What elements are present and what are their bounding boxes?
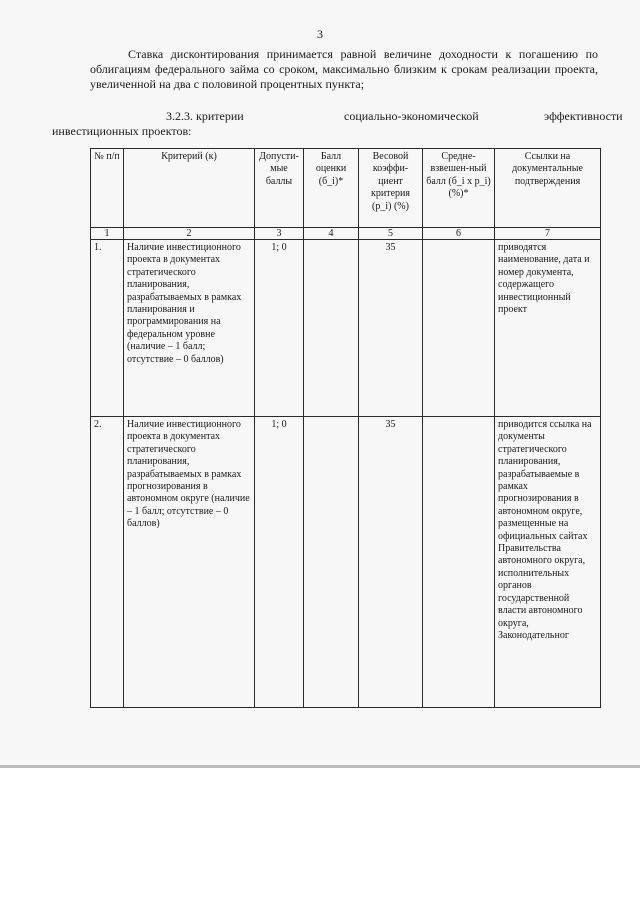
table-row: [91, 417, 601, 708]
table-header-row: [91, 149, 601, 228]
criteria-heading-paragraph: [52, 109, 623, 139]
column-number-row: [91, 228, 601, 240]
header-allowed-scores: Допусти-мые баллы: [255, 149, 304, 228]
row-weight: 35: [359, 417, 423, 708]
row-score: [304, 417, 359, 708]
page-number: 3: [317, 27, 323, 41]
column-number: 3: [255, 228, 304, 240]
discount-rate-paragraph: Ставка дисконтирования принимается равной величине доходности к погашению по облигациям федерального займа со сроком, максимально близким к срокам реализации проекта, увеличенной на два с половиной процентных пункта;: [90, 47, 598, 91]
column-number: 2: [124, 228, 255, 240]
row-references: приводится ссылка на документы стратегического планирования, разрабатываемые в рамках прогнозирования в автономном округе, размещенные на официальных сайтах Правительства автономного округа, исполнительных органов государственной власти автономного округа, Законодательног: [495, 417, 601, 708]
row-weight: 35: [359, 240, 423, 417]
header-score: Балл оценки (б_i)*: [304, 149, 359, 228]
criteria-heading-part3: эффективности: [544, 109, 623, 123]
header-num: № п/п: [91, 149, 124, 228]
header-references: Ссылки на документальные подтверждения: [495, 149, 601, 228]
header-criterion: Критерий (к): [124, 149, 255, 228]
column-number: 5: [359, 228, 423, 240]
header-weight: Весовой коэффи-циент критерия (p_i) (%): [359, 149, 423, 228]
criteria-table: [90, 148, 601, 708]
row-criterion: Наличие инвестиционного проекта в документах стратегического планирования, разрабатываемых в рамках прогнозирования в автономном округе (наличие – 1 балл; отсутствие – 0 баллов): [124, 417, 255, 708]
criteria-heading-part2: социально-экономической: [344, 109, 479, 123]
column-number: 4: [304, 228, 359, 240]
criteria-heading-part4: инвестиционных проектов:: [52, 124, 192, 138]
table-row: [91, 240, 601, 417]
row-allowed-scores: 1; 0: [255, 417, 304, 708]
column-number: 7: [495, 228, 601, 240]
row-weighted-score: [423, 417, 495, 708]
row-references: приводятся наименование, дата и номер документа, содержащего инвестиционный проект: [495, 240, 601, 417]
column-number: 1: [91, 228, 124, 240]
row-weighted-score: [423, 240, 495, 417]
row-number: 1.: [91, 240, 124, 417]
page-edge: [0, 765, 640, 768]
criteria-heading-part1: 3.2.3. критерии: [166, 109, 244, 123]
row-criterion: Наличие инвестиционного проекта в документах стратегического планирования, разрабатываемых в рамках планирования и программирования на федеральном уровне (наличие – 1 балл; отсутствие – 0 баллов): [124, 240, 255, 417]
column-number: 6: [423, 228, 495, 240]
header-weighted-score: Средне-взвешен-ный балл (б_i x p_i) (%)*: [423, 149, 495, 228]
row-allowed-scores: 1; 0: [255, 240, 304, 417]
row-number: 2.: [91, 417, 124, 708]
row-score: [304, 240, 359, 417]
